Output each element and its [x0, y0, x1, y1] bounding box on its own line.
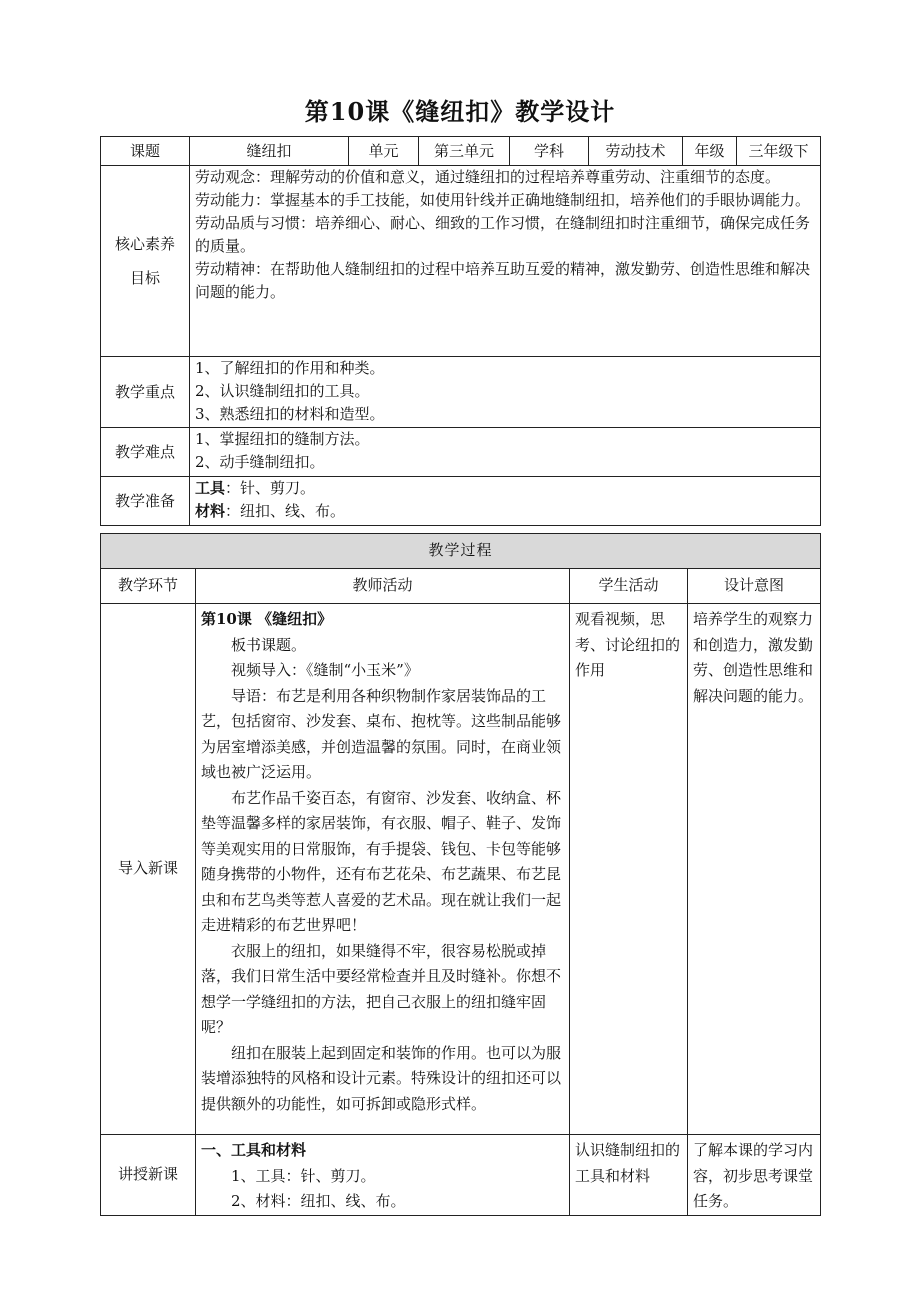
key-points-label: 教学重点 — [101, 357, 190, 428]
goal-item: 劳动品质与习惯：培养细心、耐心、细致的工作习惯，在缝制纽扣时注重细节，确保完成任务的质量。 — [195, 214, 811, 255]
tools-value: ：针、剪刀。 — [225, 479, 316, 497]
preparation-cell — [190, 477, 821, 526]
preparation-row — [101, 477, 821, 526]
materials-value: ：纽扣、线、布。 — [225, 502, 346, 520]
goals-cell — [190, 166, 821, 357]
difficulties-cell — [190, 428, 821, 477]
topic-value: 缝纽扣 — [190, 137, 349, 166]
intro-para: 板书课题。 — [231, 635, 307, 654]
page-title: 第10课《缝纽扣》教学设计 — [304, 97, 616, 126]
teach-intent-cell: 了解本课的学习内容，初步思考课堂任务。 — [688, 1135, 821, 1216]
unit-value: 第三单元 — [419, 137, 510, 166]
intro-para: 导语：布艺是利用各种织物制作家居装饰品的工艺，包括窗帘、沙发套、桌布、抱枕等。这些制品能够为居室增添美感，并创造温馨的氛围。同时，在商业领域也被广泛运用。 — [201, 686, 562, 781]
header-intent: 设计意图 — [688, 569, 821, 604]
teach-row — [101, 1135, 821, 1216]
topic-label: 课题 — [101, 137, 190, 166]
tools-line — [195, 477, 815, 500]
intro-stage: 导入新课 — [101, 604, 196, 1135]
header-student: 学生活动 — [570, 569, 688, 604]
tools-label: 工具 — [195, 479, 226, 497]
teach-stage: 讲授新课 — [101, 1135, 196, 1216]
difficulty-item: 2、动手缝制纽扣。 — [195, 453, 325, 471]
subject-value: 劳动技术 — [589, 137, 683, 166]
intro-intent-cell: 培养学生的观察力和创造力，激发勤劳、创造性思维和解决问题的能力。 — [688, 604, 821, 1135]
intro-heading: 第10课 《缝纽扣》 — [201, 610, 333, 628]
difficulty-item: 1、掌握纽扣的缝制方法。 — [195, 430, 370, 448]
info-row — [101, 137, 821, 166]
intro-row — [101, 604, 821, 1135]
teach-student-cell: 认识缝制纽扣的工具和材料 — [570, 1135, 688, 1216]
intro-para: 视频导入：《缝制“小玉米”》 — [231, 661, 419, 679]
goal-item: 劳动能力：掌握基本的手工技能，如使用针线并正确地缝制纽扣，培养他们的手眼协调能力。 — [195, 191, 811, 209]
key-point-item: 3、熟悉纽扣的材料和造型。 — [195, 405, 385, 423]
header-stage: 教学环节 — [101, 569, 196, 604]
teach-heading: 一、工具和材料 — [201, 1141, 307, 1159]
process-banner: 教学过程 — [101, 534, 821, 569]
key-points-cell — [190, 357, 821, 428]
materials-label: 材料 — [195, 502, 226, 520]
header-teacher: 教师活动 — [196, 569, 570, 604]
materials-line — [195, 500, 815, 523]
goals-row — [101, 166, 821, 357]
unit-label: 单元 — [349, 137, 419, 166]
grade-value: 三年级下 — [737, 137, 821, 166]
lesson-info-table — [100, 136, 821, 526]
subject-label: 学科 — [510, 137, 589, 166]
preparation-label: 教学准备 — [101, 477, 190, 526]
intro-student-cell: 观看视频，思考、讨论纽扣的作用 — [570, 604, 688, 1135]
process-header-row — [101, 569, 821, 604]
key-points-row — [101, 357, 821, 428]
goal-item: 劳动精神：在帮助他人缝制纽扣的过程中培养互助互爱的精神，激发勤劳、创造性思维和解决问题的能力。 — [195, 260, 811, 301]
goal-item: 劳动观念：理解劳动的价值和意义，通过缝纽扣的过程培养尊重劳动、注重细节的态度。 — [195, 168, 781, 186]
key-point-item: 2、认识缝制纽扣的工具。 — [195, 382, 370, 400]
goals-label-text: 核心素养目标 — [115, 235, 176, 287]
process-banner-row — [101, 534, 821, 569]
teach-teacher-cell — [196, 1135, 570, 1216]
teach-para: 1、工具：针、剪刀。 — [231, 1166, 376, 1185]
difficulties-row — [101, 428, 821, 477]
grade-label: 年级 — [683, 137, 737, 166]
process-table — [100, 533, 821, 1216]
key-point-item: 1、了解纽扣的作用和种类。 — [195, 359, 385, 377]
difficulties-label: 教学难点 — [101, 428, 190, 477]
intro-teacher-cell — [196, 604, 570, 1135]
goals-label — [101, 166, 190, 357]
intro-para: 衣服上的纽扣，如果缝得不牢，很容易松脱或掉落，我们日常生活中要经常检查并且及时缝补。你想不想学一学缝纽扣的方法，把自己衣服上的纽扣缝牢固呢？ — [201, 941, 562, 1036]
intro-para: 布艺作品千姿百态，有窗帘、沙发套、收纳盒、杯垫等温馨多样的家居装饰，有衣服、帽子、鞋子、发饰等美观实用的日常服饰，有手提袋、钱包、卡包等能够随身携带的小物件，还有布艺花朵、布艺蔬果、布艺昆虫和布艺鸟类等惹人喜爱的艺术品。现在就让我们一起走进精彩的布艺世界吧！ — [201, 788, 562, 934]
teach-para: 2、材料：纽扣、线、布。 — [231, 1192, 406, 1210]
intro-para: 纽扣在服装上起到固定和装饰的作用。也可以为服装增添独特的风格和设计元素。特殊设计的纽扣还可以提供额外的功能性，如可拆卸或隐形式样。 — [201, 1043, 562, 1113]
